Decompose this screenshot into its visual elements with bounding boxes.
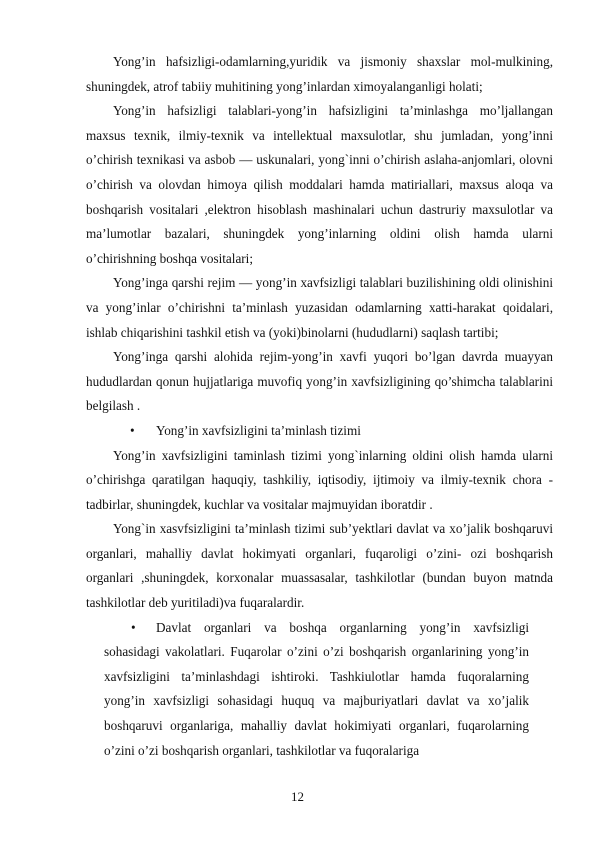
bullet-paragraph: Davlat organlari va boshqa organlarning yong’in xavfsizligi sohasidagi vakolatlari. Fuqarolar o’zini o’zi boshqarish organlarining yong’in xavfsizligini ta’minlashdagi ishtiroki. Tashkiulotlar hamda fuqoralarning yong’in xavfsizligi sohasidagi huquq va majburiyatlari davlat va xo’jalik boshqaruvi organlariga, mahalliy davlat hokimiyati organlari, fuqarolarning o’zini o’zi boshqarish organlari, tashkilotlar va fuqoralariga [104, 619, 529, 758]
bullet-icon: • [131, 619, 136, 635]
document-body [86, 50, 553, 763]
paragraph: Yong’in hafsizligi-odamlarning,yuridik va jismoniy shaxslar mol-mulkining, shuningdek, atrof tabiiy muhitining yong’inlardan ximoyalanganligi holati; [86, 54, 553, 94]
bullet-item [86, 419, 553, 444]
bullet-heading: Yong’in xavfsizligini ta’minlash tizimi [156, 422, 361, 438]
bullet-icon: • [130, 422, 135, 438]
paragraph: Yong`in xasvfsizligini ta’minlash tizimi sub’yektlari davlat va xo’jalik boshqaruvi organlari, mahalliy davlat hokimyati organlari, fuqaroligi o’zini- ozi boshqarish organlari ,shuningdek, korxonalar muassasalar, tashkilotlar (bundan buyon matnda tashkilotlar deb yuritiladi)va fuqaralardir. [86, 521, 553, 611]
paragraph: Yong’in xavfsizligini taminlash tizimi yong`inlarning oldini olish hamda ularni o’chirishga qaratilgan haquqiy, tashkiliy, iqtisodiy, ijtimoiy va ilmiy-texnik chora -tadbirlar, shuningdek, kuchlar va vositalar majmuyidan iboratdir . [86, 447, 553, 512]
paragraph: Yong’in hafsizligi talablari-yong’in hafsizligini ta’minlashga mo’ljallangan maxsus texnik, ilmiy-texnik va intellektual maxsulotlar, shu jumladan, yong’inni o’chirish texnikasi va asbob — uskunalari, yong`inni o’chirish aslaha-anjomlari, olovni o’chirish va olovdan himoya qilish moddalari hamda matiriallari, maxsus aloqa va boshqarish vositalari ,elektron hisoblash mashinalari uchun dastruriy maxsulotlar va ma’lumotlar bazalari, shuningdek yong’inlarning oldini olish hamda ularni o’chirishning boshqa vositalari; [86, 103, 553, 266]
paragraph: Yong’inga qarshi rejim — yong’in xavfsizligi talablari buzilishining oldi olinishini va yong’inlar o’chirishni ta’minlash yuzasidan odamlarning xatti-harakat qoidalari, ishlab chiqarishini tashkil etish va (yoki)binolarni (hududlarni) saqlash tartibi; [86, 275, 553, 340]
page-number: 12 [291, 789, 304, 804]
paragraph: Yong’inga qarshi alohida rejim-yong’in xavfi yuqori bo’lgan davrda muayyan hududlardan qonun hujjatlariga muvofiq yong’in xavfsizligining qo’shimcha talablarini belgilash . [86, 349, 553, 414]
bullet-item [104, 616, 529, 764]
